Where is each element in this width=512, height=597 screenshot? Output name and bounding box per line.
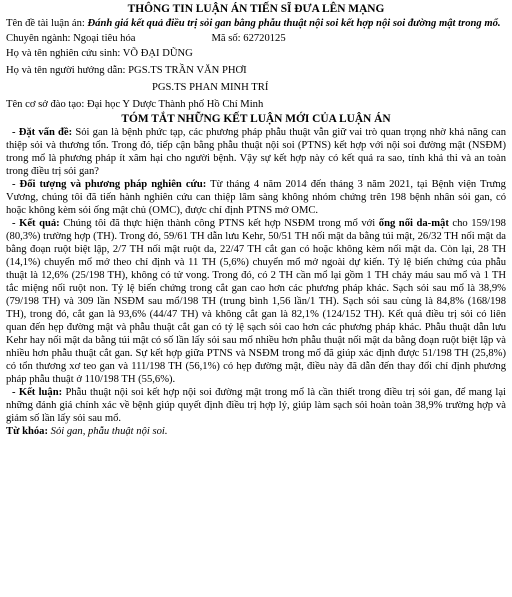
summary-heading: TÓM TẮT NHỮNG KẾT LUẬN MỚI CỦA LUẬN ÁN bbox=[121, 113, 391, 125]
conclusion-text: Phẫu thuật nội soi kết hợp nội soi đường mật trong mổ là cần thiết trong điều trị sỏi gan, để mang lại những đánh giá chính xác về bệnh giúp quyết định điều trị hợp lý, giúp làm sạch sỏi hoàn toàn 38,9% trường hợp và giảm số lần lấy sỏi sau mổ. bbox=[6, 387, 506, 424]
results-emphasis: ống nối da-mật bbox=[378, 218, 449, 229]
results-text-2: cho 159/198 (80,3%) trường hợp (TH). Trong đó, 59/61 TH dẫn lưu Kehr, 50/51 TH nối mật da bằng túi mật, 26/32 TH nối mật da bằng đoạn ruột biệt lập, 2/7 TH nối mật ruột da, 22/47 TH cắt gan có hoặc không kèm nối mật da. Còn lại, 28 TH (14,1%) chuyển mổ mở theo chỉ định và 11 TH (5,6%) chuyển mổ mở ngoài dự kiến. Tỷ lệ biến chứng của phẫu thuật là 12,6% (25/198 TH), không có tử vong. Trong đó, có 2 TH cần mổ lại gồm 1 TH chảy máu sau mổ và 1 TH tắc miệng nối ruột non. Tỷ lệ biến chứng trong cắt gan cao hơn các phương pháp khác. Sạch sỏi sau mổ là 38,9% (79/198 TH) và 309 lần NSĐM sau mổ/198 TH (trung bình 1,56 lần/1 TH). Sạch sỏi sau cùng là 84,8% (168/198 TH), trong đó, cắt gan là 93,6% (44/47 TH) và không cắt gan là 82,1% (124/152 TH). Kết quả điều trị sỏi có liên quan đến hẹp đường mật và phẫu thuật cắt gan có tỷ lệ sạch sỏi cao hơn các phương pháp khác. Phẫu thuật dẫn lưu Kehr hay nối mật da bằng túi mật có số lần lấy sỏi sau mổ nhiều hơn phẫu thuật nối mật da bằng đoạn ruột biệt lập và nhiều hơn phẫu thuật cắt gan. Sự kết hợp giữa PTNS và NSĐM trong mổ đã giúp xác định được 51/198 TH (25,8%) có tổn thương xơ teo gan và 111/198 TH (56,1%) có hẹp đường mật, điều này đã dẫn đến thay đổi chỉ định phương pháp phẫu thuật ở 110/198 TH (55,6%). bbox=[6, 218, 506, 385]
advisor-2-line bbox=[6, 81, 506, 94]
advisor-line bbox=[6, 64, 506, 77]
major-value: Ngoại tiêu hóa bbox=[73, 33, 136, 44]
code-value: 62720125 bbox=[243, 33, 286, 44]
page-title: THÔNG TIN LUẬN ÁN TIẾN SĨ ĐƯA LÊN MẠNG bbox=[127, 3, 385, 15]
keywords-line bbox=[6, 425, 506, 438]
topic-value: Đánh giá kết quả điều trị sỏi gan bằng phẫu thuật nội soi kết hợp nội soi đường mật trong mổ. bbox=[87, 18, 501, 29]
code-label: Mã số: bbox=[211, 33, 241, 44]
institution-line bbox=[6, 98, 506, 111]
author-label: Họ và tên nghiên cứu sinh: bbox=[6, 48, 121, 59]
problem-paragraph bbox=[6, 126, 506, 178]
institution-label: Tên cơ sở đào tạo: bbox=[6, 99, 85, 110]
advisor-2-value: PGS.TS PHAN MINH TRÍ bbox=[152, 82, 269, 93]
advisor-label: Họ và tên người hướng dẫn: bbox=[6, 65, 126, 76]
conclusion-paragraph bbox=[6, 386, 506, 425]
methods-paragraph bbox=[6, 178, 506, 217]
keywords-value: Sỏi gan, phẫu thuật nội soi. bbox=[50, 426, 168, 437]
keywords-label: Từ khóa: bbox=[6, 426, 48, 437]
methods-text: Từ tháng 4 năm 2014 đến tháng 3 năm 2021, tại Bệnh viện Trưng Vương, chúng tôi đã tiến hành nghiên cứu can thiệp lâm sàng không nhóm chứng trên 198 bệnh nhân sỏi gan, có hoặc không kèm sỏi ống mật chủ (OMC), được chỉ định PTNS mở OMC. bbox=[6, 179, 506, 216]
results-paragraph bbox=[6, 217, 506, 386]
methods-label: - Đối tượng và phương pháp nghiên cứu: bbox=[12, 179, 207, 190]
institution-value: Đại học Y Dược Thành phố Hồ Chí Minh bbox=[86, 99, 264, 110]
problem-label: - Đặt vấn đề: bbox=[12, 127, 73, 138]
results-text-1: Chúng tôi đã thực hiện thành công PTNS kết hợp NSĐM trong mổ với bbox=[63, 218, 376, 229]
advisor-1-value: PGS.TS TRẦN VĂN PHƠI bbox=[128, 65, 247, 76]
results-label: - Kết quả: bbox=[12, 218, 60, 229]
topic-line bbox=[6, 17, 506, 30]
author-line bbox=[6, 47, 506, 60]
conclusion-label: - Kết luận: bbox=[12, 387, 63, 398]
major-label: Chuyên ngành: bbox=[6, 33, 71, 44]
problem-text: Sỏi gan là bệnh phức tạp, các phương pháp phẫu thuật vẫn giữ vai trò quan trọng nhờ khả năng can thiệp sỏi và thương tổn. Trong đó, tiếp cận bằng phẫu thuật nội soi (PTNS) kết hợp với nội soi đường mật (NSĐM) trong mổ là phương pháp ít xâm hại cho người bệnh. Vậy sự kết hợp này có kết quả ra sao, tính khả thi và an toàn trong điều trị sỏi gan? bbox=[6, 127, 506, 177]
topic-label: Tên đề tài luận án: bbox=[6, 18, 85, 29]
major-line bbox=[6, 32, 506, 45]
author-value: VÕ ĐẠI DŨNG bbox=[122, 48, 193, 59]
